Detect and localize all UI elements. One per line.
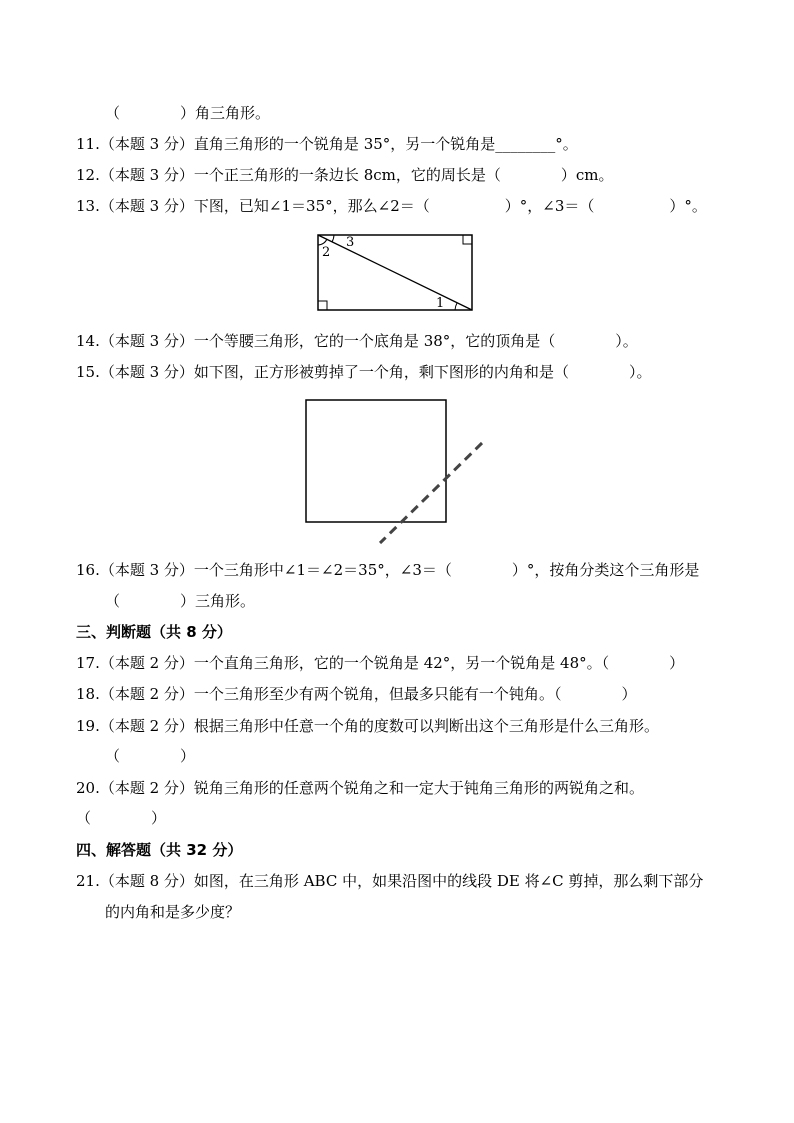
question-12: 12.（本题 3 分）一个正三角形的一条边长 8cm，它的周长是（ ）cm。 [76,166,614,184]
question-19-answer: （ ） [105,747,196,765]
question-21-continuation: 的内角和是多少度？ [105,903,241,921]
angle-label-2: 2 [322,245,331,260]
question-16-continuation: （ ）三角形。 [105,592,256,610]
section-3-heading: 三、判断题（共 8 分） [76,623,232,641]
question-15: 15.（本题 3 分）如下图，正方形被剪掉了一个角，剩下图形的内角和是（ ）。 [76,363,652,381]
question-16: 16.（本题 3 分）一个三角形中∠1＝∠2＝35°，∠3＝（ ）°，按角分类这个三角形是 [76,561,700,579]
angle-label-1: 1 [436,296,445,311]
question-17: 17.（本题 2 分）一个直角三角形，它的一个锐角是 42°，另一个锐角是 48°。（ ） [76,654,685,672]
question-18: 18.（本题 2 分）一个三角形至少有两个锐角，但最多只能有一个钝角。（ ） [76,685,637,703]
question-14: 14.（本题 3 分）一个等腰三角形，它的一个底角是 38°，它的顶角是（ ）。 [76,332,638,350]
angle-label-3: 3 [346,235,355,250]
question-13: 13.（本题 3 分）下图，已知∠1＝35°，那么∠2＝（ ）°，∠3＝（ ）°。 [76,197,707,215]
question-21: 21.（本题 8 分）如图，在三角形 ABC 中，如果沿图中的线段 DE 将∠C 剪掉，那么剩下部分 [76,872,704,890]
section-4-heading: 四、解答题（共 32 分） [76,841,243,859]
question-20-answer: （ ） [76,809,167,827]
rectangle-diagonal-figure [310,228,480,316]
q10-continuation: （ ）角三角形。 [105,104,271,122]
question-19: 19.（本题 2 分）根据三角形中任意一个角的度数可以判断出这个三角形是什么三角形。 [76,717,659,735]
question-20: 20.（本题 2 分）锐角三角形的任意两个锐角之和一定大于钝角三角形的两锐角之和。 [76,779,644,797]
square-cut-figure [300,395,490,547]
question-11: 11.（本题 3 分）直角三角形的一个锐角是 35°，另一个锐角是________°。 [76,135,578,153]
